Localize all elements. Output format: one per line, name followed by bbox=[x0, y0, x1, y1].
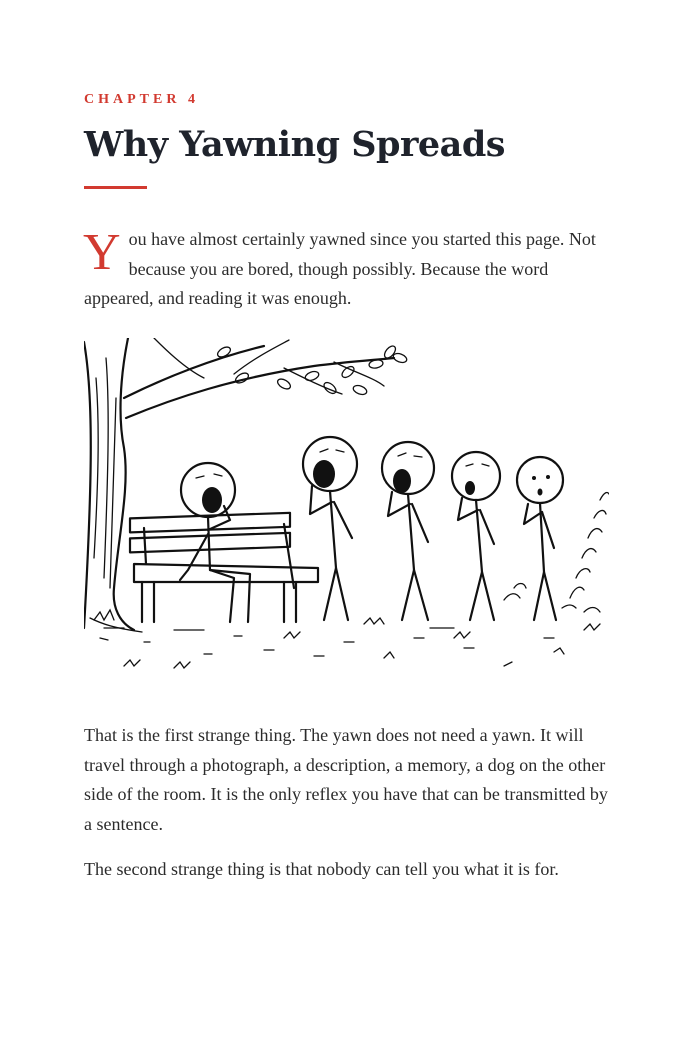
lead-paragraph-text: ou have almost certainly yawned since you started this page. Not because you are bored, though possibly. Because the word appeared, and reading it was enough. bbox=[84, 229, 596, 308]
chapter-label: CHAPTER 4 bbox=[84, 92, 199, 107]
chapter-title: Why Yawning Spreads bbox=[84, 124, 506, 165]
drop-cap: Y bbox=[83, 224, 121, 281]
lead-paragraph bbox=[84, 225, 609, 314]
tree-drawing bbox=[84, 338, 408, 632]
body-paragraph-2: That is the first strange thing. The yawn does not need a yawn. It will travel through a photograph, a description, a memory, a dog on the other side of the room. It is the only reflex you have that can be transmitted by a sentence. bbox=[84, 725, 608, 834]
standing-yawning-figure-1 bbox=[303, 437, 357, 620]
standing-yawning-figure-2 bbox=[382, 442, 434, 620]
yawning-illustration bbox=[84, 338, 609, 684]
body-paragraph-3: The second strange thing is that nobody can tell you what it is for. bbox=[84, 859, 559, 879]
title-underline-rule bbox=[84, 186, 147, 189]
stick-figures-under-tree-drawing bbox=[84, 338, 609, 684]
park-bench-drawing bbox=[130, 513, 318, 622]
bush-drawing bbox=[504, 493, 609, 612]
seated-yawning-figure bbox=[180, 463, 250, 622]
standing-figure-4 bbox=[517, 457, 563, 620]
standing-yawning-figure-3 bbox=[452, 452, 500, 620]
